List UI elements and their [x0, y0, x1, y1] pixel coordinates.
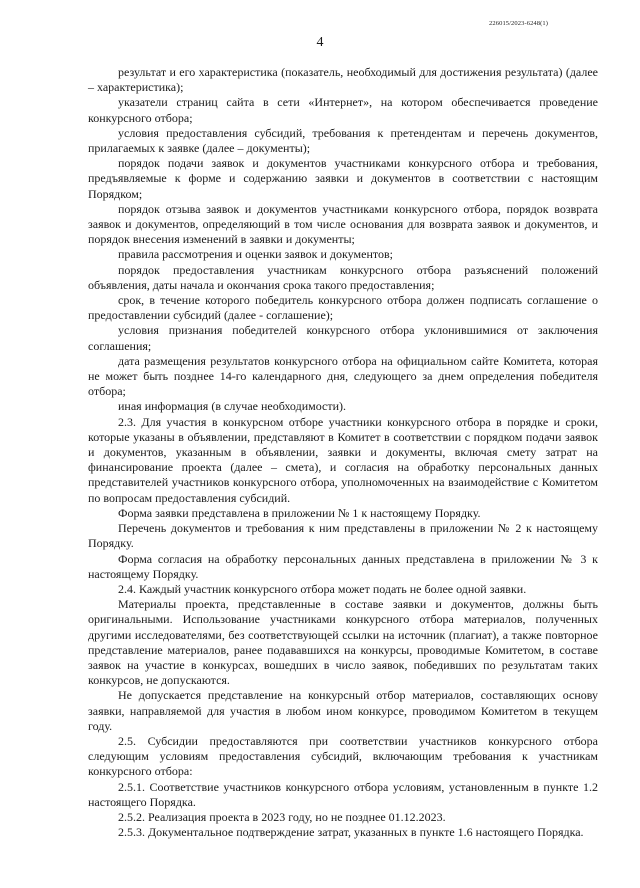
section-2-5-1: 2.5.1. Соответствие участников конкурсного отбора условиям, установленным в пункте 1.2 настоящего Порядка. — [88, 779, 598, 809]
paragraph: порядок отзыва заявок и документов участниками конкурсного отбора, порядок возврата заявок и документов, определяющий в том числе основания для возврата заявок и документов, и порядок внесения изменений в заявки и документы; — [88, 201, 598, 247]
paragraph: Не допускается представление на конкурсный отбор материалов, составляющих основу заявки, направляемой для участия в любом ином конкурсе, проводимом Комитетом в текущем году. — [88, 688, 598, 733]
paragraph: условия предоставления субсидий, требования к претендентам и перечень документов, прилагаемых к заявке (далее – документы); — [88, 125, 598, 156]
section-2-5-2: 2.5.2. Реализация проекта в 2023 году, но не позднее 01.12.2023. — [118, 809, 446, 824]
paragraph: Форма согласия на обработку персональных данных представлена в приложении № 3 к настоящему Порядку. — [88, 551, 598, 581]
paragraph: результат и его характеристика (показатель, необходимый для достижения результата) (далее – характеристика); — [88, 65, 598, 95]
paragraph: Материалы проекта, представленные в составе заявки и документов, должны быть оригинальными. Использование участниками конкурсного отбора материалов, полученных другими исследователями, без соответствующей ссылки на источник (плагиат), а также повторное представление материалов, ранее подававшихся на конкурсы, проводимые Комитетом, в составе заявок на участие в конкурсах, вошедших в число заявок, победивших по результатам таких конкурсов, не допускаются. — [88, 597, 598, 688]
paragraph: порядок предоставления участникам конкурсного отбора разъяснений положений объявления, даты начала и окончания срока такого предоставления; — [88, 262, 598, 292]
paragraph: условия признания победителей конкурсного отбора уклонившимися от заключения соглашения; — [88, 323, 598, 353]
section-2-4: 2.4. Каждый участник конкурсного отбора может подать не более одной заявки. — [118, 581, 527, 596]
paragraph: Форма заявки представлена в приложении № 1 к настоящему Порядку. — [118, 505, 481, 520]
section-2-5: 2.5. Субсидии предоставляются при соответствии участников конкурсного отбора следующим условиям предоставления субсидий, включающим требования к участникам конкурсного отбора: — [88, 733, 598, 779]
paragraph: срок, в течение которого победитель конкурсного отбора должен подписать соглашение о предоставлении субсидий (далее - соглашение); — [88, 293, 598, 323]
paragraph: правила рассмотрения и оценки заявок и документов; — [118, 247, 393, 262]
page-number: 4 — [316, 35, 324, 50]
paragraph: иная информация (в случае необходимости). — [118, 399, 346, 414]
paragraph: Перечень документов и требования к ним представлены в приложении № 2 к настоящему Порядку. — [88, 521, 598, 551]
paragraph: дата размещения результатов конкурсного отбора на официальном сайте Комитета, которая не может быть позднее 14-го календарного дня, следующего за днем определения победителя отбора; — [88, 353, 598, 399]
document-body — [88, 65, 598, 840]
document-registration-number: 226015/2023-6248(1) — [489, 20, 548, 27]
section-2-3: 2.3. Для участия в конкурсном отборе участники конкурсного отбора в порядке и сроки, которые указаны в объявлении, представляют в Комитет в соответствии с порядком подачи заявок и документов, указанным в объявлении, заявки и документы, включая смету затрат на финансирование проекта (далее – смета), и согласия на обработку персональных данных представителей участников конкурсного отбора, уполномоченных на взаимодействие с Комитетом по вопросам предоставления субсидий. — [88, 414, 598, 505]
paragraph: порядок подачи заявок и документов участниками конкурсного отбора и требования, предъявляемые к форме и содержанию заявки и документов в соответствии с настоящим Порядком; — [88, 156, 598, 201]
paragraph: указатели страниц сайта в сети «Интернет», на котором обеспечивается проведение конкурсного отбора; — [88, 95, 598, 125]
section-2-5-3: 2.5.3. Документальное подтверждение затрат, указанных в пункте 1.6 настоящего Порядка. — [118, 825, 584, 840]
